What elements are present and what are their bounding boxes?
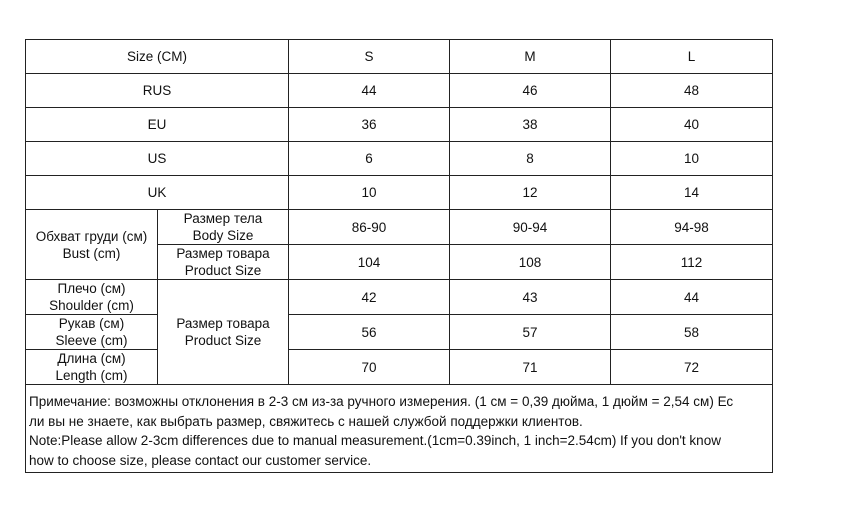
bust-body-s: 86-90 — [289, 210, 450, 245]
sleeve-m: 57 — [450, 315, 611, 350]
uk-s: 10 — [289, 176, 450, 210]
uk-label: UK — [26, 176, 289, 210]
note-cell — [26, 385, 773, 473]
size-chart-table — [25, 39, 773, 473]
length-label — [26, 350, 158, 385]
note-line-2: ли вы не знаете, как выбрать размер, свяжитесь с нашей службой поддержки клиентов. — [29, 413, 583, 429]
table-row — [26, 315, 773, 350]
rus-l: 48 — [611, 74, 773, 108]
uk-l: 14 — [611, 176, 773, 210]
bust-product-label-ru: Размер товара — [176, 246, 270, 261]
table-row — [26, 108, 773, 142]
shoulder-label-ru: Плечо (см) — [57, 281, 126, 296]
bust-product-size-label — [158, 245, 289, 280]
table-row — [26, 210, 773, 245]
shoulder-l: 44 — [611, 280, 773, 315]
eu-s: 36 — [289, 108, 450, 142]
table-row — [26, 176, 773, 210]
length-label-en: Length (cm) — [55, 368, 128, 383]
bust-product-m: 108 — [450, 245, 611, 280]
shoulder-s: 42 — [289, 280, 450, 315]
note-row — [26, 385, 773, 473]
note-line-1: Примечание: возможны отклонения в 2-3 см из-за ручного измерения. (1 см = 0,39 дюйма, 1 дюйм = 2,54 см) Ес — [29, 394, 734, 409]
size-s-header: S — [289, 40, 450, 74]
header-row — [26, 40, 773, 74]
note-line-3: Note:Please allow 2-3cm differences due to manual measurement.(1cm=0.39inch, 1 inch=2.54cm) If you don't know — [29, 433, 721, 448]
eu-m: 38 — [450, 108, 611, 142]
length-label-ru: Длина (см) — [57, 351, 126, 366]
us-l: 10 — [611, 142, 773, 176]
us-s: 6 — [289, 142, 450, 176]
sleeve-label-en: Sleeve (cm) — [55, 333, 128, 348]
rus-m: 46 — [450, 74, 611, 108]
bust-product-l: 112 — [611, 245, 773, 280]
shoulder-label — [26, 280, 158, 315]
note-line-4: how to choose size, please contact our customer service. — [29, 452, 372, 468]
bust-body-l: 94-98 — [611, 210, 773, 245]
rus-s: 44 — [289, 74, 450, 108]
bust-label — [26, 210, 158, 280]
us-label: US — [26, 142, 289, 176]
bust-product-s: 104 — [289, 245, 450, 280]
shoulder-m: 43 — [450, 280, 611, 315]
body-size-label-ru: Размер тела — [183, 211, 263, 226]
product-size-label — [158, 280, 289, 385]
bust-body-m: 90-94 — [450, 210, 611, 245]
length-m: 71 — [450, 350, 611, 385]
bust-label-ru: Обхват груди (см) — [35, 228, 148, 244]
sleeve-l: 58 — [611, 315, 773, 350]
size-header-cell: Size (CM) — [26, 40, 289, 74]
size-l-header: L — [611, 40, 773, 74]
length-l: 72 — [611, 350, 773, 385]
table-row — [26, 142, 773, 176]
uk-m: 12 — [450, 176, 611, 210]
bust-product-label-en: Product Size — [184, 263, 262, 278]
table-row — [26, 280, 773, 315]
body-size-label-en: Body Size — [192, 228, 254, 243]
eu-l: 40 — [611, 108, 773, 142]
body-size-label — [158, 210, 289, 245]
product-size-label-ru: Размер товара — [176, 316, 270, 331]
eu-label: EU — [26, 108, 289, 142]
bust-label-en: Bust (cm) — [62, 245, 121, 261]
table-row — [26, 74, 773, 108]
sleeve-label-ru: Рукав (см) — [58, 316, 125, 331]
size-m-header: M — [450, 40, 611, 74]
sleeve-s: 56 — [289, 315, 450, 350]
sleeve-label — [26, 315, 158, 350]
length-s: 70 — [289, 350, 450, 385]
us-m: 8 — [450, 142, 611, 176]
rus-label: RUS — [26, 74, 289, 108]
shoulder-label-en: Shoulder (cm) — [49, 298, 134, 313]
product-size-label-en: Product Size — [184, 333, 262, 348]
table-row — [26, 350, 773, 385]
